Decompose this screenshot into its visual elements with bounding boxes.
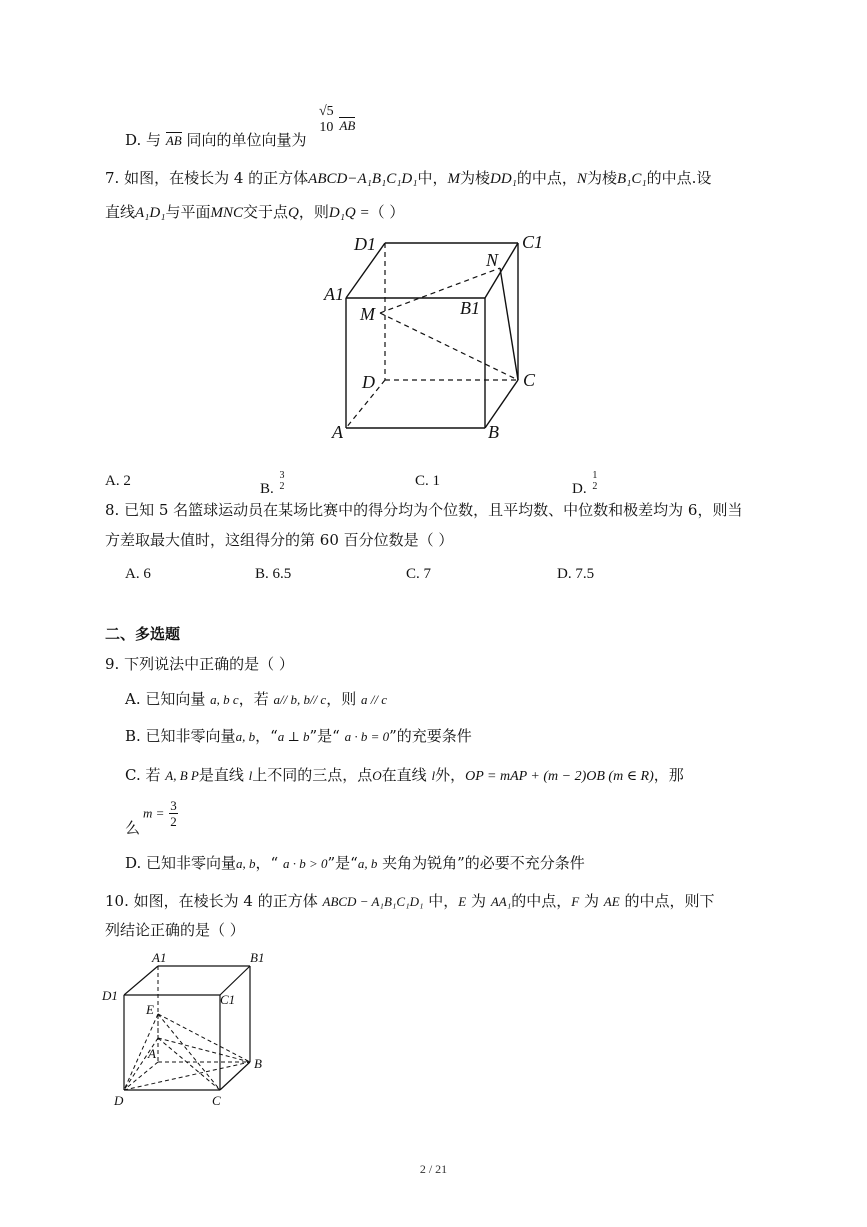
q8-option-b: B. 6.5: [255, 566, 292, 582]
label-b: B: [254, 1056, 262, 1071]
label-d1: D1: [102, 988, 118, 1003]
page-number: 2 / 21: [419, 1162, 448, 1176]
q10-line-1: 10. 如图，在棱长为 4 的正方体 ABCD − A₁B₁C₁D₁ 中，E 为 AA₁的中点，F 为 AE 的中点，则下: [105, 892, 715, 910]
label-c1: C1: [220, 992, 236, 1007]
q9-option-a: A. 已知向量 a, b c，若 a// b, b// c，则 a // c: [125, 690, 387, 708]
label-b: B: [488, 422, 499, 442]
q9-option-c-m: m = $\frac{3}{2}$: [143, 798, 177, 829]
q7-option-d: D. 1 2: [572, 470, 598, 497]
q7-cube-figure: [320, 228, 550, 446]
label-d: D: [362, 372, 375, 392]
label-b1: B1: [250, 950, 265, 965]
q6-option-d: D. 与 AB 同向的单位向量为: [125, 131, 307, 149]
q8-option-c: C. 7: [406, 566, 432, 582]
q8-line-2: 方差取最大值时，这组得分的第 60 百分位数是（ ）: [105, 531, 454, 549]
q9-option-b: B. 已知非零向量a, b，“a ⊥ b”是“ a · b = 0”的充要条件: [125, 727, 472, 745]
label-c: C: [212, 1093, 221, 1108]
label-a1: A1: [324, 284, 344, 304]
q7-option-b: B. 3 2: [260, 470, 285, 497]
label-a: A: [148, 1046, 156, 1061]
label-e: E: [146, 1002, 154, 1017]
q10-line-2: 列结论正确的是（ ）: [105, 921, 245, 939]
label-b1: B1: [460, 298, 480, 318]
q7-line-2: 直线A₁D₁与平面MNC交于点Q，则D₁Q =（ ）: [105, 203, 405, 221]
label-n: N: [486, 250, 499, 270]
q8-line-1: 8. 已知 5 名篮球运动员在某场比赛中的得分均为个位数，且平均数、中位数和极差均为 6，则当: [105, 501, 743, 519]
label-d: D: [114, 1093, 124, 1108]
section-heading: 二、多选题: [105, 625, 181, 643]
label-c: C: [523, 370, 536, 390]
q9-option-d: D. 已知非零向量a, b，“ a · b > 0”是“a, b 夹角为锐角”的必要不充分条件: [125, 854, 585, 872]
q7-option-a: A. 2: [105, 473, 131, 489]
q7-option-c: C. 1: [415, 473, 441, 489]
q6-option-d-fraction: √5 10 AB: [319, 104, 356, 135]
label-c1: C1: [522, 232, 544, 252]
q9-option-c-cont: 么: [125, 819, 141, 837]
q10-cube-figure: [100, 948, 275, 1113]
label-d1: D1: [354, 234, 376, 254]
q8-option-d: D. 7.5: [557, 566, 595, 582]
q9-stem: 9. 下列说法中正确的是（ ）: [105, 655, 294, 673]
q8-option-a: A. 6: [125, 566, 151, 582]
label-a: A: [332, 422, 343, 442]
label-m: M: [360, 304, 375, 324]
q7-line-1: 7. 如图，在棱长为 4 的正方体ABCD−A₁B₁C₁D₁中，M为棱DD₁的中点，N为棱B₁C₁的中点.设: [105, 169, 712, 187]
q9-option-c: C. 若 A, B P是直线 l上不同的三点，点O在直线 l外，OP = mAP + (m − 2)OB (m ∈ R)，那: [125, 766, 684, 784]
label-a1: A1: [152, 950, 167, 965]
